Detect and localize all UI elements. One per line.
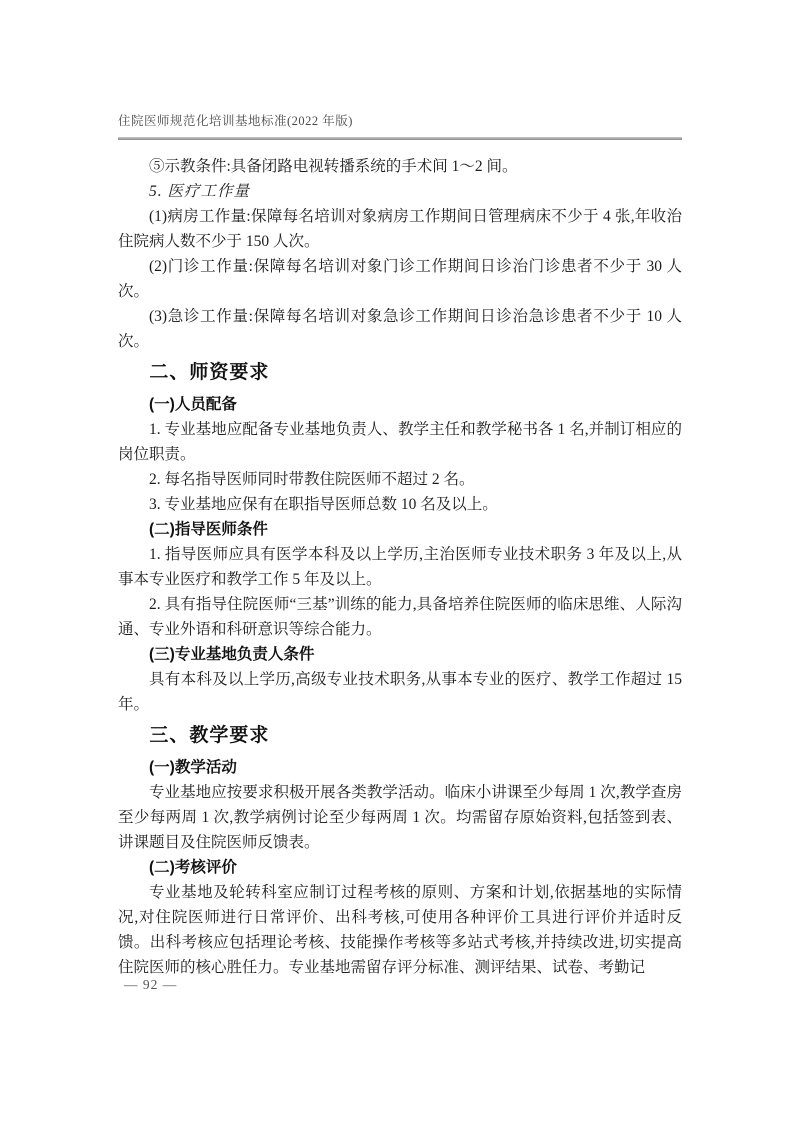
body-paragraph: ⑤示教条件:具备闭路电视转播系统的手术间 1～2 间。	[149, 158, 518, 175]
document-body	[118, 154, 682, 980]
running-header: 住院医师规范化培训基地标准(2022 年版)	[118, 114, 353, 128]
subsection-heading: (二)指导医师条件	[149, 521, 268, 538]
body-paragraph: 专业基地应按要求积极开展各类教学活动。临床小讲课至少每周 1 次,教学查房至少每两周 1 次,教学病例讨论至少每两周 1 次。均需留存原始资料,包括签到表、讲课题目及住院医师反馈表。	[118, 784, 682, 851]
header-rule	[118, 137, 682, 140]
body-paragraph: (2)门诊工作量:保障每名培训对象门诊工作期间日诊治门诊患者不少于 30 人次。	[118, 258, 682, 300]
body-paragraph: (1)病房工作量:保障每名培训对象病房工作期间日管理病床不少于 4 张,年收治住院病人数不少于 150 人次。	[118, 208, 682, 250]
body-paragraph: 专业基地及轮转科室应制订过程考核的原则、方案和计划,依据基地的实际情况,对住院医师进行日常评价、出科考核,可使用各种评价工具进行评价并适时反馈。出科考核应包括理论考核、技能操作考核等多站式考核,并持续改进,切实提高住院医师的核心胜任力。专业基地需留存评分标准、测评结果、试卷、考勤记	[118, 884, 682, 976]
section-heading: 二、师资要求	[149, 362, 270, 383]
subsection-heading: (一)教学活动	[149, 759, 237, 776]
subsection-heading: (三)专业基地负责人条件	[149, 646, 315, 663]
subsection-heading: (一)人员配备	[149, 396, 237, 413]
body-paragraph: 2. 每名指导医师同时带教住院医师不超过 2 名。	[149, 471, 475, 488]
body-paragraph: 1. 专业基地应配备专业基地负责人、教学主任和教学秘书各 1 名,并制订相应的岗位职责。	[118, 421, 682, 463]
page-number: — 92 —	[124, 977, 178, 992]
body-paragraph: 具有本科及以上学历,高级专业技术职务,从事本专业的医疗、教学工作超过 15 年。	[118, 671, 682, 713]
section-heading: 三、教学要求	[149, 725, 270, 746]
body-paragraph: 2. 具有指导住院医师“三基”训练的能力,具备培养住院医师的临床思维、人际沟通、专业外语和科研意识等综合能力。	[118, 596, 682, 638]
italic-subheading: 5. 医疗工作量	[149, 183, 251, 200]
body-paragraph: 1. 指导医师应具有医学本科及以上学历,主治医师专业技术职务 3 年及以上,从事本专业医疗和教学工作 5 年及以上。	[118, 546, 682, 588]
body-paragraph: 3. 专业基地应保有在职指导医师总数 10 名及以上。	[149, 496, 498, 513]
subsection-heading: (二)考核评价	[149, 859, 237, 876]
body-paragraph: (3)急诊工作量:保障每名培训对象急诊工作期间日诊治急诊患者不少于 10 人次。	[118, 308, 682, 350]
